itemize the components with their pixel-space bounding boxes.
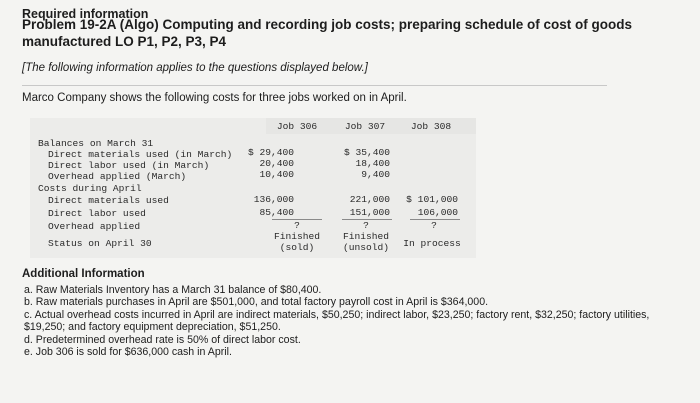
row-label-dm-march: Direct materials used (in March) — [48, 149, 233, 160]
cell-306-dm-march: $ 29,400 — [247, 147, 294, 158]
cell-306-oh-march: 10,400 — [259, 169, 294, 180]
row-label-status: Status on April 30 — [48, 238, 152, 249]
row-label-balances: Balances on March 31 — [38, 138, 154, 149]
row-label-costs-april: Costs during April — [38, 183, 142, 194]
list-item: b. Raw materials purchases in April are $501,000, and total factory payroll cost in April is $364,000. — [24, 296, 489, 309]
cell-308-dm-april: $ 101,000 — [406, 194, 458, 205]
row-label-dl-april: Direct labor used — [48, 208, 146, 219]
divider — [22, 85, 607, 86]
col-header-job-307: Job 307 — [344, 121, 386, 132]
additional-info-list — [24, 284, 674, 358]
cell-306-oh-april: ? — [294, 220, 300, 231]
cell-306-dm-april: 136,000 — [253, 194, 294, 205]
problem-title: Problem 19-2A (Algo) Computing and recording job costs; preparing schedule of cost of goods manufactured LO P1, P2, P3, P4 — [22, 17, 633, 49]
cell-307-dm-april: 221,000 — [349, 194, 390, 205]
list-item: c. Actual overhead costs incurred in April are indirect materials, $50,250; indirect labor, $23,250; factory rent, $32,250; factory utilities, $19,250; and factory equipment depreciation, $51,250. — [24, 308, 650, 334]
row-label-dl-march: Direct labor used (in March) — [48, 160, 210, 171]
cell-307-dl-march: 18,400 — [355, 158, 390, 169]
cell-307-oh-march: 9,400 — [361, 169, 390, 180]
required-information-heading: Required information — [22, 7, 149, 21]
list-item: d. Predetermined overhead rate is 50% of direct labor cost. — [24, 333, 301, 346]
cell-307-status: Finished (unsold) — [342, 231, 390, 253]
info-note: [The following information applies to the questions displayed below.] — [22, 62, 368, 74]
cell-308-status: In process — [403, 238, 461, 249]
cell-308-dl-april: 106,000 — [417, 207, 458, 218]
cell-308-oh-april: ? — [431, 220, 437, 231]
cell-306-status: Finished (sold) — [273, 231, 321, 253]
cell-307-dl-april: 151,000 — [349, 207, 390, 218]
cell-307-dm-march: $ 35,400 — [343, 147, 390, 158]
list-item: e. Job 306 is sold for $636,000 cash in April. — [24, 346, 232, 359]
row-label-oh-april: Overhead applied — [48, 221, 141, 232]
list-item: a. Raw Materials Inventory has a March 31 balance of $80,400. — [24, 284, 322, 296]
cell-307-oh-april: ? — [363, 220, 369, 231]
cell-306-dl-march: 20,400 — [259, 158, 294, 169]
row-label-oh-march: Overhead applied (March) — [48, 171, 187, 182]
cell-306-dl-april: 85,400 — [259, 207, 294, 218]
row-label-dm-april: Direct materials used — [48, 195, 169, 206]
additional-info-heading: Additional Information — [22, 268, 145, 280]
col-header-job-308: Job 308 — [410, 121, 452, 132]
col-header-job-306: Job 306 — [276, 121, 318, 132]
intro-text: Marco Company shows the following costs for three jobs worked on in April. — [22, 92, 407, 104]
